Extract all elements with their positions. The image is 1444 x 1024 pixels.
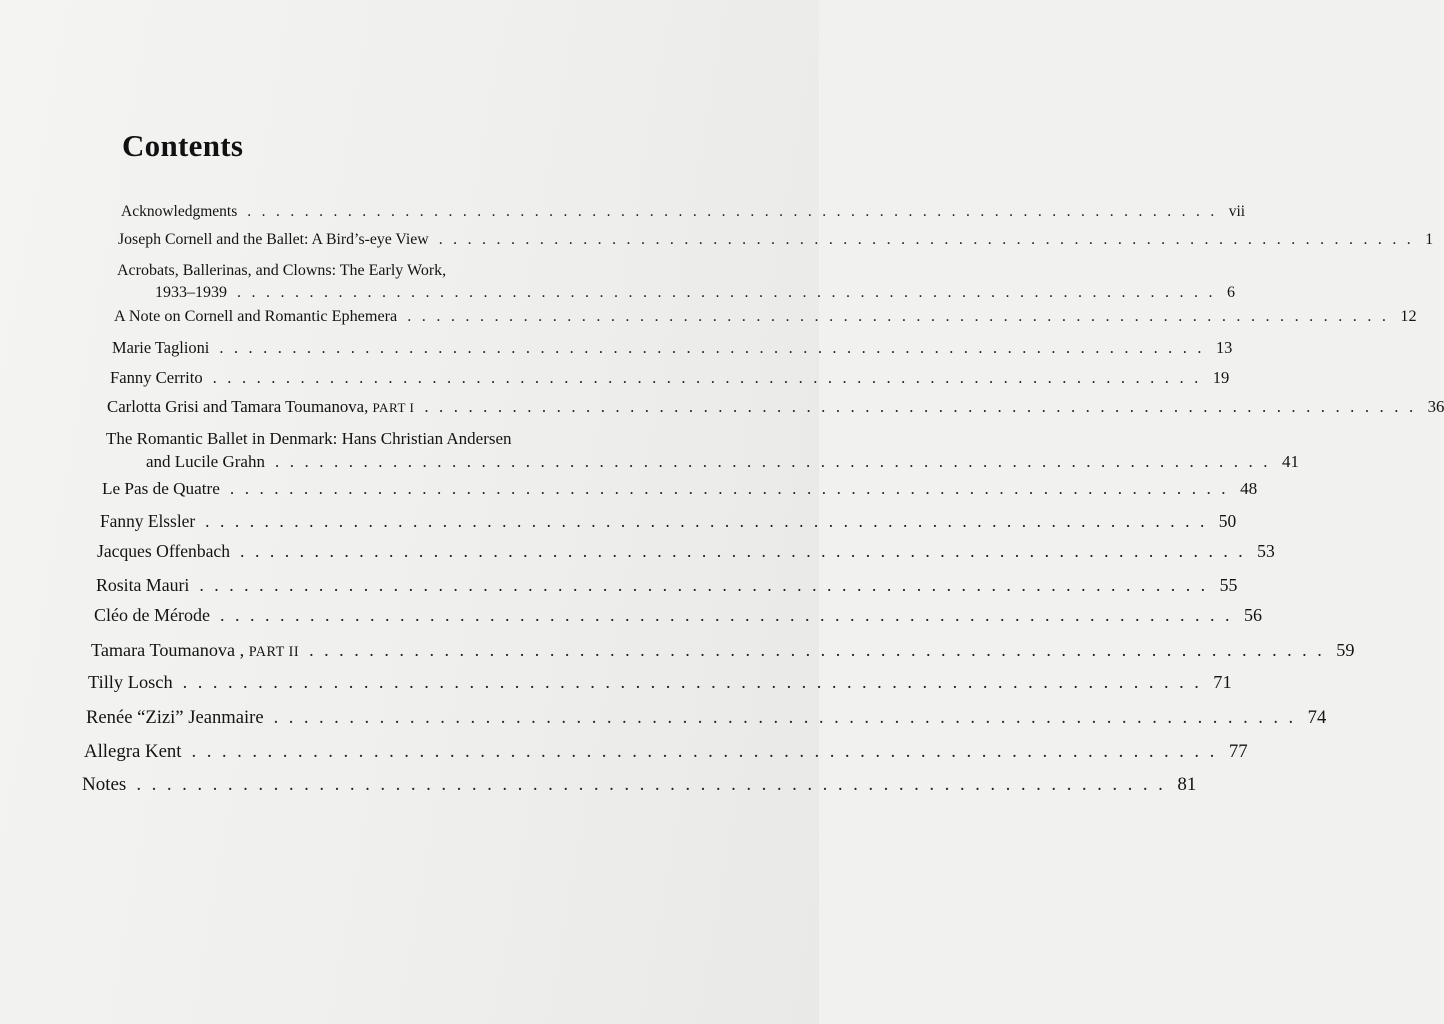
toc-entry-notes (82, 774, 1197, 796)
toc-entry-label: Allegra Kent (84, 741, 182, 762)
toc-entry-page: 77 (1228, 741, 1248, 762)
toc-entry-label-main: Tamara Toumanova , (91, 640, 245, 660)
toc-entry-label-continued: and Lucile Grahn (146, 452, 265, 471)
leader-dots: .................................................................... (229, 479, 1237, 498)
toc-entry-label: Tilly Losch (88, 672, 173, 692)
toc-entry-label: Fanny Cerrito (110, 368, 203, 387)
toc-entry-marie-taglioni (112, 338, 1233, 358)
leader-dots: .................................................................... (237, 284, 1223, 301)
toc-entry-page: 13 (1215, 338, 1233, 357)
toc-entry-label: Cléo de Mérode (94, 605, 210, 625)
toc-entry-toumanova-part-two (91, 640, 1355, 661)
leader-dots: .................................................................... (438, 231, 1422, 248)
toc-entry-page: 59 (1336, 640, 1355, 660)
toc-entry-page: 19 (1212, 368, 1230, 387)
toc-entry-page: 56 (1243, 605, 1262, 625)
toc-entry-label: Rosita Mauri (96, 575, 190, 595)
toc-entry-page: 6 (1227, 284, 1235, 301)
toc-entry-page: 1 (1425, 231, 1434, 248)
toc-entry-label: Le Pas de Quatre (102, 479, 220, 498)
toc-entry-rosita-mauri (96, 575, 1238, 596)
toc-entry-label: The Romantic Ballet in Denmark: Hans Christian Andersen (106, 429, 512, 448)
toc-entry-page: 71 (1213, 672, 1232, 692)
toc-entry-label (107, 397, 414, 417)
leader-dots: .................................................................... (205, 511, 1215, 531)
toc-entry-romantic-ballet-denmark (106, 427, 1299, 473)
leader-dots: .................................................................... (199, 575, 1216, 595)
toc-entry-early-work (117, 260, 1235, 304)
toc-entry-page: 36 (1427, 397, 1444, 416)
toc-entry-label: Joseph Cornell and the Ballet: A Bird’s-eye View (118, 231, 429, 248)
toc-entry-cleo-de-merode (94, 605, 1262, 626)
toc-entry-page: 12 (1400, 307, 1417, 325)
leader-dots: .................................................................... (191, 741, 1225, 762)
toc-entry-fanny-elssler (100, 511, 1237, 532)
toc-entry-label: Jacques Offenbach (97, 541, 231, 561)
toc-entry-label: Acknowledgments (121, 203, 238, 220)
leader-dots: .................................................................... (182, 672, 1210, 692)
toc-entry-grisi-toumanova (107, 397, 1444, 417)
leader-dots: .................................................................... (212, 368, 1209, 387)
toc-entry-pas-de-quatre (102, 479, 1258, 499)
toc-entry-birds-eye-view (118, 231, 1434, 249)
toc-entry-label-main: Carlotta Grisi and Tamara Toumanova, (107, 397, 369, 416)
leader-dots: .................................................................... (407, 307, 1397, 325)
leader-dots: .................................................................... (274, 452, 1278, 471)
toc-entry-romantic-ephemera (114, 307, 1417, 326)
leader-dots: .................................................................... (219, 605, 1240, 625)
leader-dots: .................................................................... (247, 203, 1225, 220)
toc-entry-part-marker: PART I (372, 400, 415, 415)
toc-entry-page: 81 (1177, 774, 1197, 795)
toc-entry-page: 53 (1257, 541, 1275, 561)
toc-entry-acknowledgments (121, 203, 1246, 221)
toc-entry-tilly-losch (88, 672, 1232, 693)
toc-entry-label: A Note on Cornell and Romantic Ephemera (114, 307, 398, 325)
leader-dots: .................................................................... (219, 338, 1212, 357)
leader-dots: .................................................................... (273, 707, 1304, 728)
toc-entry-label (91, 640, 299, 661)
toc-entry-page: 74 (1307, 707, 1327, 728)
toc-entry-page: 55 (1219, 575, 1238, 595)
leader-dots: .................................................................... (309, 640, 1333, 660)
leader-dots: .................................................................... (424, 397, 1424, 416)
toc-entry-label: Fanny Elssler (100, 511, 196, 531)
page-title: Contents (122, 128, 244, 163)
toc-entry-page: vii (1228, 203, 1246, 220)
toc-entry-label: Marie Taglioni (112, 338, 210, 357)
toc-entry-label: Renée “Zizi” Jeanmaire (86, 707, 264, 728)
toc-entry-page: 50 (1218, 511, 1237, 531)
toc-entry-label-continued: 1933–1939 (155, 284, 227, 301)
toc-entry-fanny-cerrito (110, 368, 1230, 388)
toc-entry-allegra-kent (84, 741, 1248, 763)
toc-entry-label: Acrobats, Ballerinas, and Clowns: The Early Work, (117, 262, 447, 279)
toc-entry-zizi-jeanmaire (86, 707, 1327, 729)
toc-entry-label: Notes (82, 774, 127, 795)
toc-entry-page: 41 (1281, 452, 1299, 471)
toc-entry-page: 48 (1240, 479, 1258, 498)
toc-entry-jacques-offenbach (97, 541, 1275, 562)
toc-entry-part-marker: PART II (248, 644, 300, 660)
leader-dots: .................................................................... (240, 541, 1254, 561)
leader-dots: .................................................................... (136, 774, 1174, 795)
